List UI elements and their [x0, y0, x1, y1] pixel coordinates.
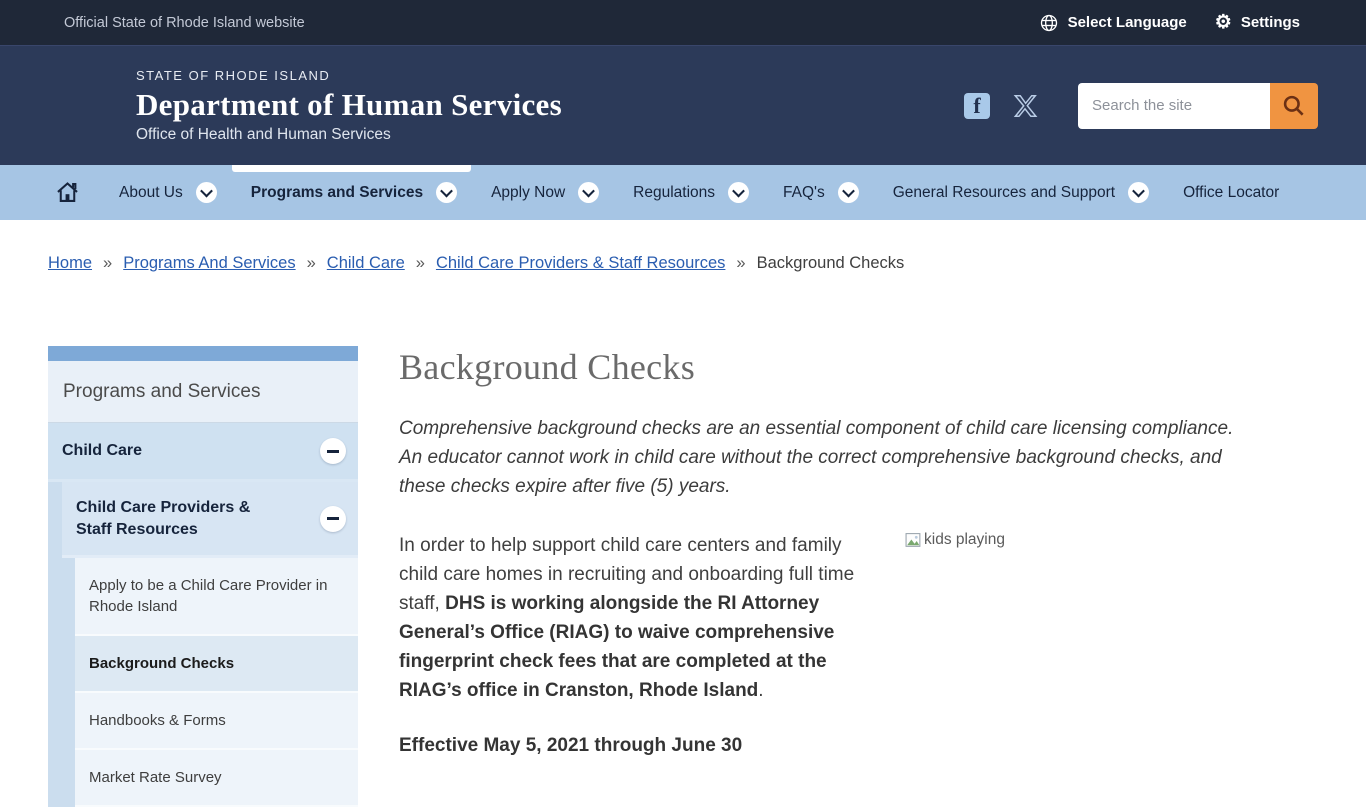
nav-item-regulations[interactable]: Regulations — [631, 165, 751, 220]
nav-item-apply-now[interactable]: Apply Now — [489, 165, 601, 220]
effective-dates-line: Effective May 5, 2021 through June 30 — [399, 735, 743, 756]
nav-item-faqs[interactable]: FAQ's — [781, 165, 861, 220]
page-title: Background Checks — [399, 347, 696, 387]
site-header — [0, 45, 1366, 165]
social-links — [964, 93, 1038, 119]
breadcrumb-link-providers-staff-resources[interactable]: Child Care Providers & Staff Resources — [435, 254, 726, 272]
article-image-placeholder — [869, 531, 1242, 746]
sidebar-title[interactable]: Programs and Services — [48, 361, 358, 423]
chevron-down-icon — [196, 182, 217, 203]
search-input[interactable] — [1078, 83, 1270, 129]
nav-item-about-us[interactable]: About Us — [117, 165, 219, 220]
utility-bar — [0, 0, 1366, 45]
settings-button[interactable] — [1215, 13, 1300, 32]
lead-paragraph: Comprehensive background checks are an essential component of child care licensing compliance. An educator cannot work in child care without the correct comprehensive background checks, and these checks expire after five (5) years. — [399, 418, 1234, 497]
home-icon[interactable] — [48, 179, 87, 206]
breadcrumb-current: Background Checks — [756, 254, 905, 272]
chevron-down-icon — [728, 182, 749, 203]
main-navigation — [0, 165, 1366, 220]
nav-item-office-locator[interactable]: Office Locator — [1183, 183, 1280, 201]
sidebar-item-child-care[interactable]: Child Care — [48, 423, 358, 482]
sidebar-item-providers-staff-resources[interactable]: Child Care Providers & Staff Resources — [62, 482, 358, 558]
select-language-label: Select Language — [1067, 14, 1187, 31]
official-site-notice: Official State of Rhode Island website — [64, 14, 305, 31]
magnifier-icon — [1281, 93, 1307, 119]
sidebar-item-background-checks[interactable]: Background Checks — [75, 636, 358, 693]
breadcrumb: Home » Programs And Services » Child Care » Child Care Providers & Staff Resources » Background Checks — [48, 254, 905, 272]
state-eyebrow: STATE OF RHODE ISLAND — [136, 67, 331, 83]
body-paragraph: In order to help support child care centers and family child care homes in recruiting and onboarding full time staff, DHS is working alongside the RI Attorney General’s Office (RIAG) to waive comprehensive fingerprint check fees that are completed at the RIAG’s office in Cranston, Rhode Island. — [399, 535, 855, 701]
globe-icon — [1039, 13, 1059, 33]
chevron-down-icon — [838, 182, 859, 203]
gear-icon: ⚙ — [1214, 12, 1232, 33]
settings-label: Settings — [1240, 14, 1300, 31]
broken-image-icon — [905, 532, 922, 549]
article-content — [399, 346, 1242, 760]
site-search — [1078, 83, 1318, 129]
body-paragraph-bold: DHS is working alongside the RI Attorney General’s Office (RIAG) to waive comprehensive fingerprint check fees that are completed at the RIAG’s office in Cranston, Rhode Island — [399, 593, 835, 701]
breadcrumb-link-programs-and-services[interactable]: Programs And Services — [123, 254, 296, 272]
agency-subtitle: Office of Health and Human Services — [136, 125, 391, 143]
x-twitter-icon[interactable] — [1012, 93, 1038, 119]
agency-brand[interactable] — [136, 68, 562, 144]
sidebar-item-apply-provider[interactable]: Apply to be a Child Care Provider in Rhode Island — [75, 558, 358, 636]
collapse-minus-icon[interactable] — [320, 506, 346, 532]
agency-title: Department of Human Services — [136, 86, 562, 122]
sidebar-accent-strip — [48, 346, 358, 361]
facebook-icon[interactable]: f — [964, 93, 990, 119]
breadcrumb-link-child-care[interactable]: Child Care — [326, 254, 405, 272]
sidebar-item-market-rate-survey[interactable]: Market Rate Survey — [75, 750, 358, 807]
collapse-minus-icon[interactable] — [320, 438, 346, 464]
select-language-button[interactable] — [1039, 13, 1187, 33]
nav-item-programs-and-services[interactable]: Programs and Services — [249, 165, 459, 220]
sidebar-item-handbooks-forms[interactable]: Handbooks & Forms — [75, 693, 358, 750]
chevron-down-icon — [436, 182, 457, 203]
search-button[interactable] — [1270, 83, 1318, 129]
breadcrumb-link-home[interactable]: Home — [48, 254, 93, 272]
image-alt-text: kids playing — [924, 531, 1005, 548]
chevron-down-icon — [578, 182, 599, 203]
section-sidebar — [48, 346, 358, 807]
chevron-down-icon — [1128, 182, 1149, 203]
nav-item-general-resources[interactable]: General Resources and Support — [891, 165, 1151, 220]
